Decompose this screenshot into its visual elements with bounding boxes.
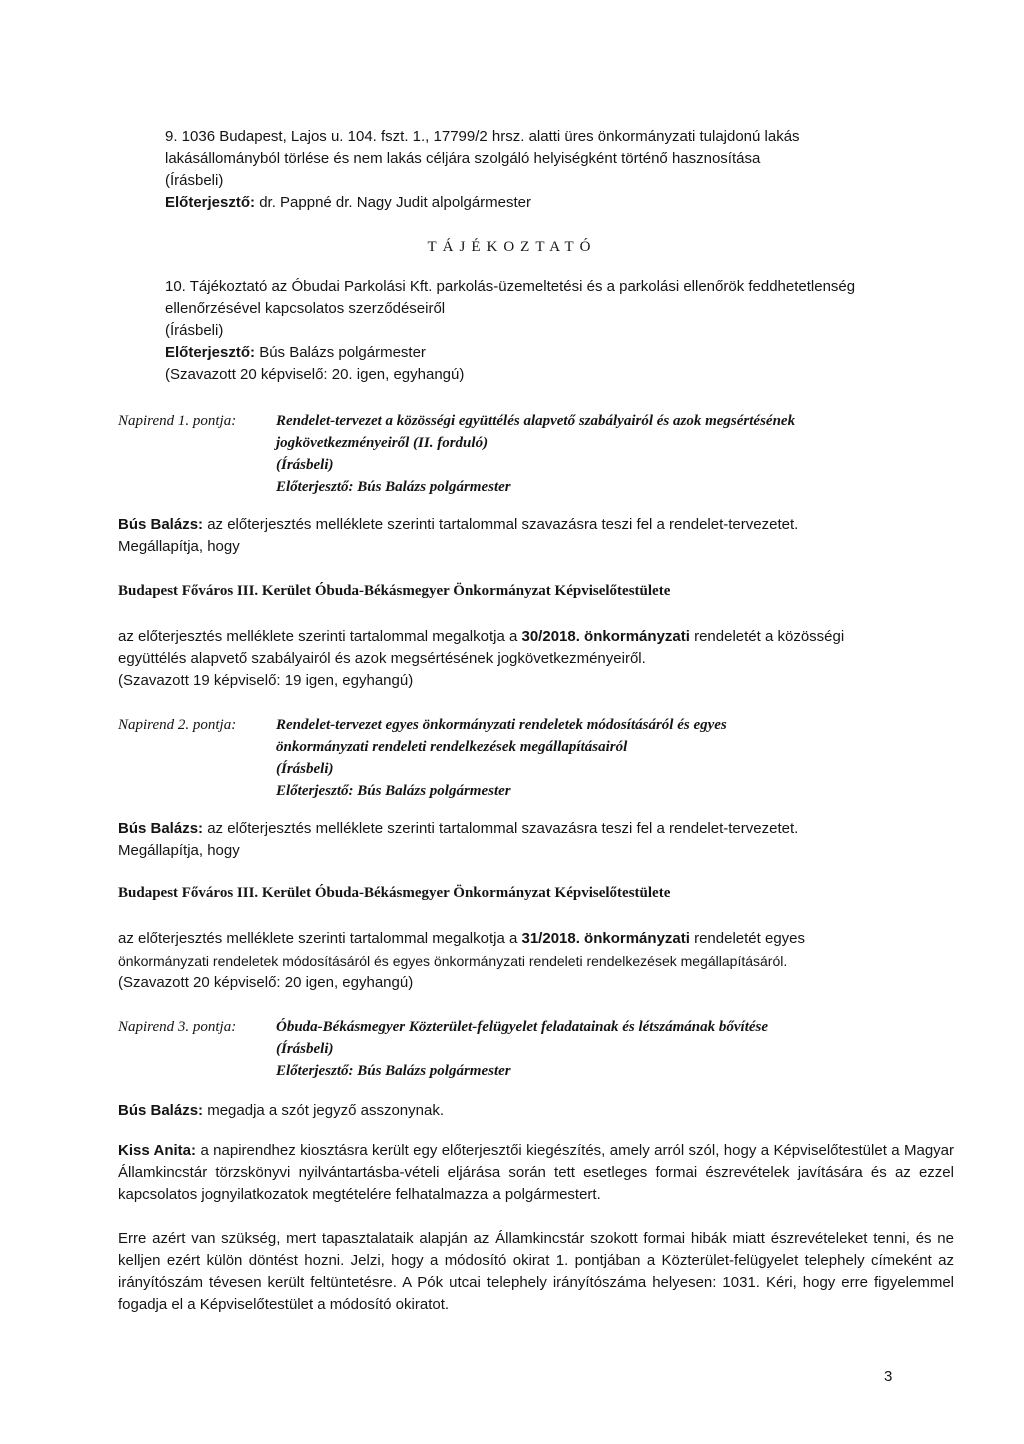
agenda-1-presenter: Előterjesztő: Bús Balázs polgármester xyxy=(276,479,511,495)
agenda-3-title-line1: Óbuda-Békásmegyer Közterület-felügyelet feladatainak és létszámának bővítése xyxy=(276,1019,769,1035)
agenda-2-decision xyxy=(118,928,958,994)
agenda-1-decision xyxy=(118,626,958,692)
agenda-1-title-line1: Rendelet-tervezet a közösségi együttélés alapvető szabályairól és azok megsértésének xyxy=(276,413,796,429)
agenda-2-label: Napirend 2. pontja: xyxy=(118,717,237,733)
item-10-line2: ellenőrzésével kapcsolatos szerződéseiről xyxy=(165,300,446,317)
item-10-line1: 10. Tájékoztató az Óbudai Parkolási Kft. parkolás-üzemeltetési és a parkolási ellenőrök feddhetetlenség xyxy=(165,278,856,295)
finding-text: Megállapítja, hogy xyxy=(118,538,240,555)
agenda-2-presenter: Előterjesztő: Bús Balázs polgármester xyxy=(276,783,511,799)
decision-line2: önkormányzati rendeletek módosításáról és egyes önkormányzati rendeleti rendelkezések megállapításáról. xyxy=(118,953,788,969)
presenter-name: Bús Balázs polgármester xyxy=(259,344,426,361)
agenda-1-written: (Írásbeli) xyxy=(276,457,334,473)
item-10-vote: (Szavazott 20 képviselő: 20. igen, egyhangú) xyxy=(165,366,465,383)
agenda-2-title-line1: Rendelet-tervezet egyes önkormányzati rendeletek módosításáról és egyes xyxy=(276,717,727,733)
decision-text-end: rendeletét egyes xyxy=(689,930,805,947)
page-number: 3 xyxy=(884,1368,893,1385)
presenter-label: Előterjesztő: xyxy=(165,344,256,361)
agenda-2-vote: (Szavazott 20 képviselő: 20 igen, egyhangú) xyxy=(118,974,414,991)
agenda-2-body: Budapest Főváros III. Kerület Óbuda-Békásmegyer Önkormányzat Képviselőtestülete xyxy=(118,885,671,901)
decision-number: 31/2018. önkormányzati xyxy=(521,930,690,947)
speech-text: a napirendhez kiosztásra került egy előterjesztői kiegészítés, amely arról szól, hogy a Képviselőtestület a Magyar Államkincstár törzskönyvi nyilvántartásba-vételi eljárása során tett esetleges formai észrevételek javítására és az ezzel kapcsolatos jognyilatkozatok megtételére felhatalmazza a polgármestert. xyxy=(118,1142,955,1203)
agenda-1-speech xyxy=(118,514,958,558)
item-9-presenter xyxy=(165,192,945,214)
speaker-name: Bús Balázs: xyxy=(118,1102,204,1119)
agenda-2-speech xyxy=(118,818,958,862)
item-10-presenter xyxy=(165,342,965,364)
agenda-2-header xyxy=(118,714,958,810)
item-9-written: (Írásbeli) xyxy=(165,172,224,189)
speech-text: az előterjesztés melléklete szerinti tartalommal szavazásra teszi fel a rendelet-tervezetet. xyxy=(207,516,799,533)
agenda-1-vote: (Szavazott 19 képviselő: 19 igen, egyhangú) xyxy=(118,672,414,689)
item-9-line1: 9. 1036 Budapest, Lajos u. 104. fszt. 1., 17799/2 hrsz. alatti üres önkormányzati tulajdonú lakás xyxy=(165,128,800,145)
presenter-name: dr. Pappné dr. Nagy Judit alpolgármester xyxy=(259,194,532,211)
speech-text: megadja a szót jegyző asszonynak. xyxy=(207,1102,445,1119)
speech-text: az előterjesztés melléklete szerinti tartalommal szavazásra teszi fel a rendelet-tervezetet. xyxy=(207,820,799,837)
decision-text: az előterjesztés melléklete szerinti tartalommal megalkotja a xyxy=(118,628,522,645)
agenda-2-written: (Írásbeli) xyxy=(276,761,334,777)
item-10-written: (Írásbeli) xyxy=(165,322,224,339)
decision-text-end: rendeletét a közösségi xyxy=(689,628,845,645)
agenda-3-presenter: Előterjesztő: Bús Balázs polgármester xyxy=(276,1063,511,1079)
agenda-1-label: Napirend 1. pontja: xyxy=(118,413,237,429)
agenda-3-speech-3: Erre azért van szükség, mert tapasztalataik alapján az Államkincstár szokott formai hibák miatt észrevételeket tenni, és ne kelljen ezért külön döntést hozni. Jelzi, hogy a módosító okirat 1. pontjában a Közterület-felügyelet telephely címeként az irányítószám tévesen került feltüntetésre. A Pók utcai telephely irányítószáma helyesen: 1031. Kéri, hogy erre figyelemmel fogadja el a Képviselőtestület a módosító okiratot. xyxy=(118,1230,954,1313)
agenda-3-label: Napirend 3. pontja: xyxy=(118,1019,237,1035)
agenda-1-body: Budapest Főváros III. Kerület Óbuda-Békásmegyer Önkormányzat Képviselőtestülete xyxy=(118,583,671,599)
agenda-1-title-line2: jogkövetkezményeiről (II. forduló) xyxy=(276,435,489,451)
agenda-1-header xyxy=(118,410,958,506)
finding-text: Megállapítja, hogy xyxy=(118,842,240,859)
speaker-name: Bús Balázs: xyxy=(118,516,204,533)
agenda-2-title-line2: önkormányzati rendeleti rendelkezések megállapításairól xyxy=(276,739,628,755)
agenda-3-speech-2 xyxy=(118,1140,954,1206)
agenda-3-title-block xyxy=(276,1016,956,1082)
speaker-name: Bús Balázs: xyxy=(118,820,204,837)
item-10 xyxy=(165,276,965,386)
agenda-3-speech-1 xyxy=(118,1100,958,1122)
agenda-2-title-block xyxy=(276,714,956,802)
presenter-label: Előterjesztő: xyxy=(165,194,256,211)
agenda-1-title-block xyxy=(276,410,956,498)
agenda-3-written: (Írásbeli) xyxy=(276,1041,334,1057)
section-title: TÁJÉKOZTATÓ xyxy=(427,239,597,255)
decision-line2: együttélés alapvető szabályairól és azok megsértésének jogkövetkezményeiről. xyxy=(118,650,646,667)
decision-text: az előterjesztés melléklete szerinti tartalommal megalkotja a xyxy=(118,930,522,947)
speaker-name: Kiss Anita: xyxy=(118,1142,197,1159)
agenda-3-header xyxy=(118,1016,958,1086)
item-9-line2: lakásállományból törlése és nem lakás céljára szolgáló helyiségként történő hasznosítása xyxy=(165,150,761,167)
item-9 xyxy=(165,126,945,214)
decision-number: 30/2018. önkormányzati xyxy=(521,628,690,645)
